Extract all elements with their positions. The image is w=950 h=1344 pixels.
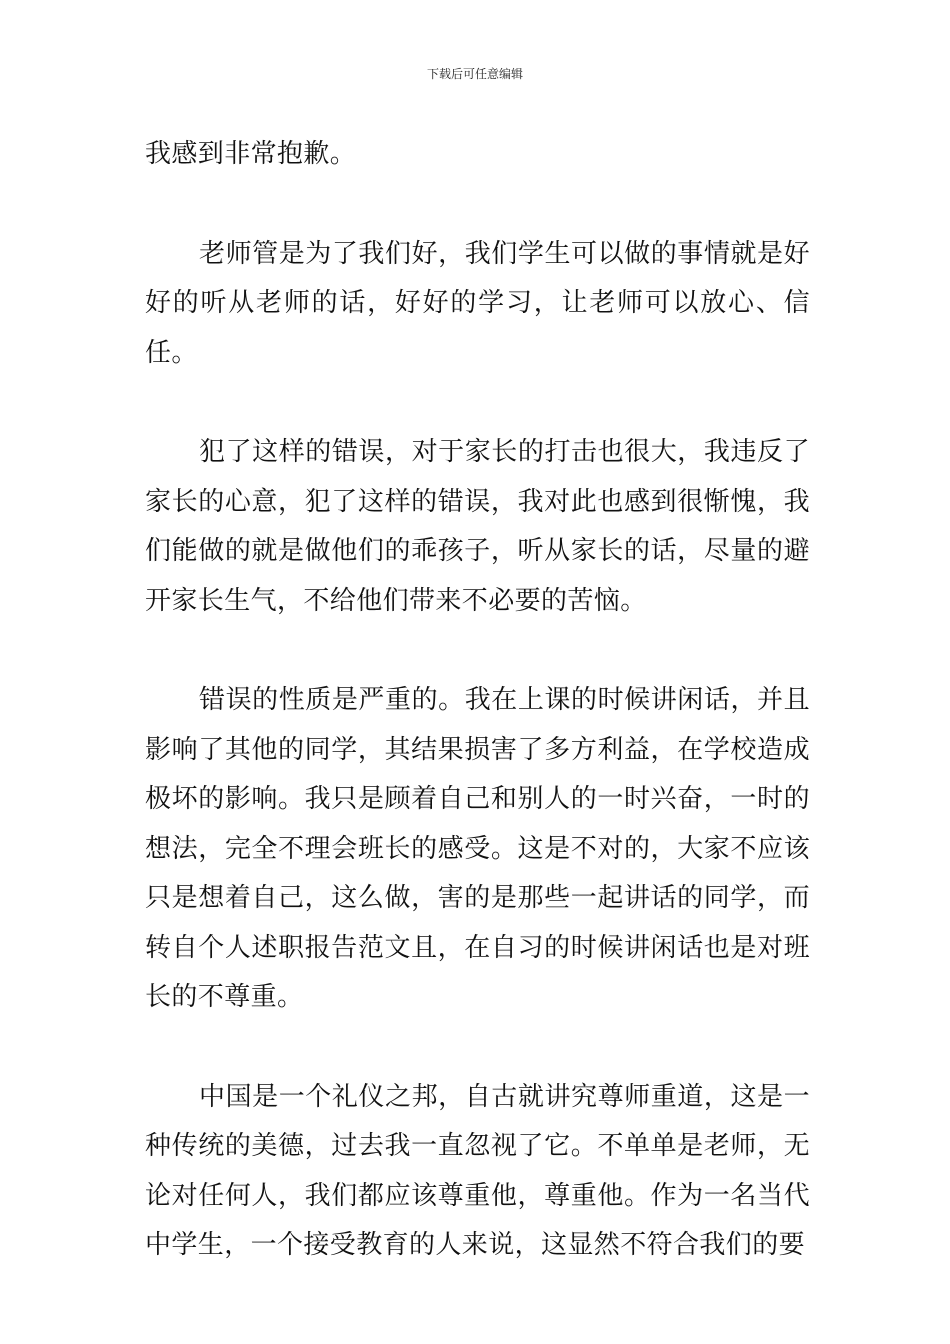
paragraph-1: 我感到非常抱歉。 [145,139,357,169]
paragraph-2: 老师管是为了我们好，我们学生可以做的事情就是好好的听从老师的话，好好的学习，让老师可以放心、信任。 [145,238,810,368]
document-body [145,130,810,1271]
page-header: 下载后可任意编辑 [426,67,523,81]
paragraph-5: 中国是一个礼仪之邦，自古就讲究尊师重道，这是一种传统的美德，过去我一直忽视了它。不单单是老师，无论对任何人，我们都应该尊重他，尊重他。作为一名当代中学生，一个接受教育的人来说，这显然不符合我们的要 [145,1081,810,1260]
paragraph-4: 错误的性质是严重的。我在上课的时候讲闲话，并且影响了其他的同学，其结果损害了多方利益，在学校造成极坏的影响。我只是顾着自己和别人的一时兴奋，一时的想法，完全不理会班长的感受。这是不对的，大家不应该只是想着自己，这么做，害的是那些一起讲话的同学，而转自个人述职报告范文且，在自习的时候讲闲话也是对班长的不尊重。 [145,685,810,1012]
paragraph-3: 犯了这样的错误，对于家长的打击也很大，我违反了家长的心意，犯了这样的错误，我对此也感到很惭愧，我们能做的就是做他们的乖孩子，听从家长的话，尽量的避开家长生气，不给他们带来不必要的苦恼。 [145,437,810,616]
